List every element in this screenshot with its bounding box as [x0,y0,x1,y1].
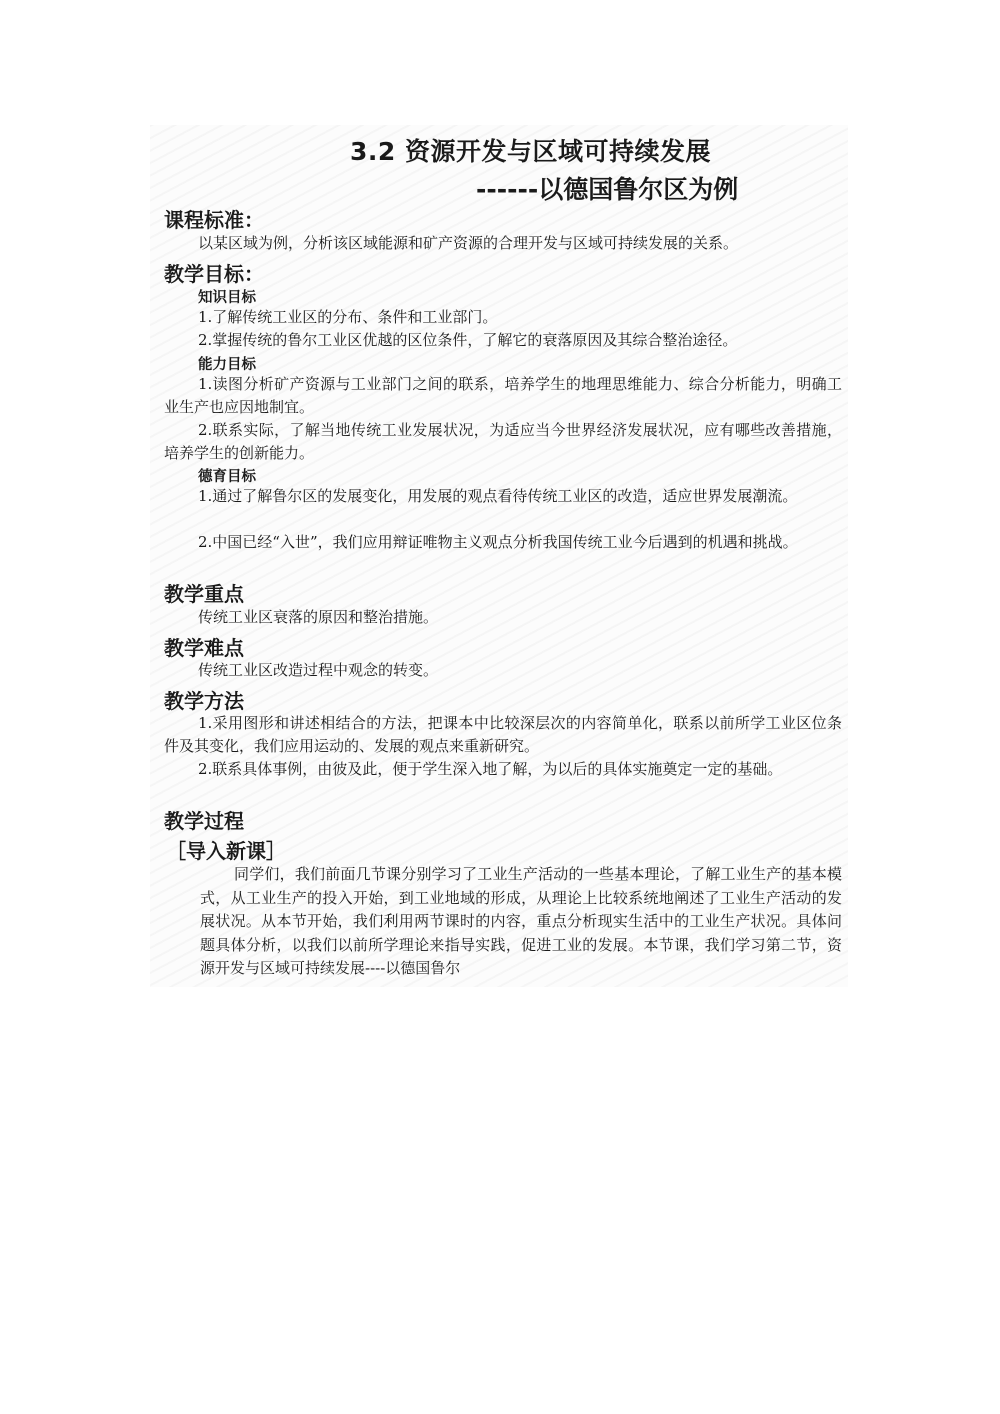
subheading-introduction: ［导入新课］ [166,839,286,863]
key-points-text: 传统工业区衰落的原因和整治措施。 [198,608,439,626]
section-heading-key-points: 教学重点 [164,582,244,606]
difficulties-text: 传统工业区改造过程中观念的转变。 [198,661,439,679]
section-heading-teaching-objectives: 教学目标： [164,262,264,286]
moral-objective-1: 1.通过了解鲁尔区的发展变化，用发展的观点看待传统工业区的改造，适应世界发展潮流。 [198,487,798,505]
curriculum-standard-text: 以某区域为例，分析该区域能源和矿产资源的合理开发与区域可持续发展的关系。 [198,234,739,252]
section-heading-process: 教学过程 [164,809,244,833]
subheading-knowledge-objectives: 知识目标 [198,290,256,306]
methods-text-2: 2.联系具体事例，由彼及此，便于学生深入地了解，为以后的具体实施奠定一定的基础。 [198,760,783,778]
subheading-moral-objectives: 德育目标 [198,469,256,485]
moral-objective-2: 2.中国已经“入世”，我们应用辩证唯物主义观点分析我国传统工业今后遇到的机遇和挑战。 [198,533,798,551]
document-title: 3.2 资源开发与区域可持续发展 [350,137,711,166]
introduction-text: 同学们，我们前面几节课分别学习了工业生产活动的一些基本理论，了解工业生产的基本模式，从工业生产的投入开始，到工业地域的形成，从理论上比较系统地阐述了工业生产活动的发展状况。从本节开始，我们利用两节课时的内容，重点分析现实生活中的工业生产状况。具体问题具体分析，以我们以前所学理论来指导实践，促进工业的发展。本节课，我们学习第二节，资源开发与区域可持续发展----以德国鲁尔 [200,865,842,977]
document-subtitle: ------以德国鲁尔区为例 [476,175,739,204]
section-heading-difficulties: 教学难点 [164,636,244,660]
section-heading-methods: 教学方法 [164,689,244,713]
knowledge-objective-2: 2.掌握传统的鲁尔工业区优越的区位条件，了解它的衰落原因及其综合整治途径。 [198,331,738,349]
ability-objective-1: 1.读图分析矿产资源与工业部门之间的联系，培养学生的地理思维能力、综合分析能力，明确工业生产也应因地制宜。 [164,375,842,416]
knowledge-objective-1: 1.了解传统工业区的分布、条件和工业部门。 [198,308,498,326]
section-heading-curriculum-standard: 课程标准： [164,208,264,232]
methods-text-1: 1.采用图形和讲述相结合的方法，把课本中比较深层次的内容简单化，联系以前所学工业区位条件及其变化，我们应用运动的、发展的观点来重新研究。 [164,714,842,755]
subheading-ability-objectives: 能力目标 [198,357,256,373]
ability-objective-2: 2.联系实际，了解当地传统工业发展状况，为适应当今世界经济发展状况，应有哪些改善措施，培养学生的创新能力。 [164,421,842,462]
